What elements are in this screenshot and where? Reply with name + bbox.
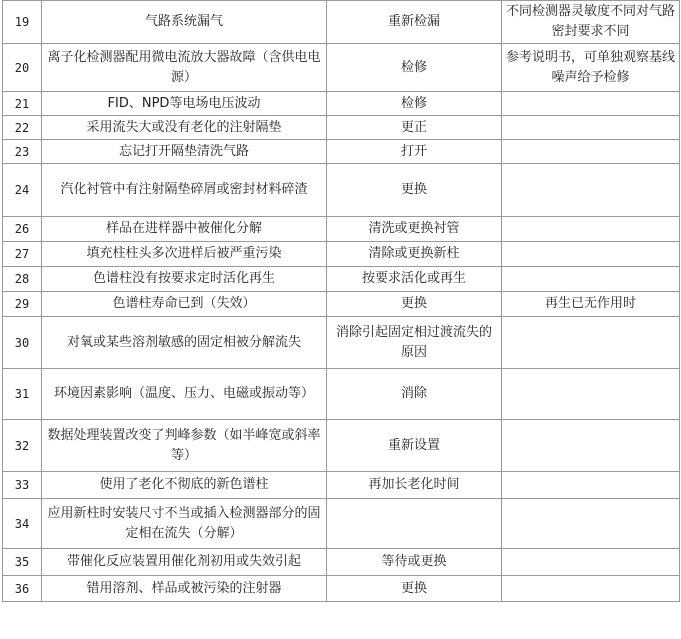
table-row <box>3 317 680 369</box>
note-cell <box>502 140 680 164</box>
fault-cell: 填充柱柱头多次进样后被严重污染 <box>42 242 327 267</box>
row-number: 32 <box>3 420 42 472</box>
action-cell: 打开 <box>327 140 502 164</box>
action-cell: 检修 <box>327 44 502 92</box>
fault-cell: 对氧或某些溶剂敏感的固定相被分解流失 <box>42 317 327 369</box>
table-row <box>3 44 680 92</box>
table-row <box>3 472 680 499</box>
action-cell: 更换 <box>327 576 502 602</box>
note-cell <box>502 217 680 242</box>
row-number: 27 <box>3 242 42 267</box>
fault-cell: 汽化衬管中有注射隔垫碎屑或密封材料碎渣 <box>42 164 327 217</box>
row-number: 34 <box>3 499 42 549</box>
table-row <box>3 116 680 140</box>
row-number: 21 <box>3 92 42 116</box>
fault-cell: 样品在进样器中被催化分解 <box>42 217 327 242</box>
note-cell <box>502 267 680 292</box>
note-cell: 参考说明书，可单独观察基线噪声给予检修 <box>502 44 680 92</box>
fault-cell: 气路系统漏气 <box>42 1 327 44</box>
row-number: 28 <box>3 267 42 292</box>
row-number: 26 <box>3 217 42 242</box>
fault-cell: 采用流失大或没有老化的注射隔垫 <box>42 116 327 140</box>
row-number: 36 <box>3 576 42 602</box>
table-row <box>3 576 680 602</box>
action-cell: 更换 <box>327 292 502 317</box>
note-cell <box>502 92 680 116</box>
troubleshooting-table <box>2 0 680 602</box>
row-number: 30 <box>3 317 42 369</box>
note-cell <box>502 549 680 576</box>
action-cell: 重新检漏 <box>327 1 502 44</box>
row-number: 23 <box>3 140 42 164</box>
action-cell: 重新设置 <box>327 420 502 472</box>
row-number: 22 <box>3 116 42 140</box>
note-cell <box>502 369 680 420</box>
action-cell: 按要求活化或再生 <box>327 267 502 292</box>
action-cell: 消除 <box>327 369 502 420</box>
table-row <box>3 140 680 164</box>
action-cell: 清除或更换新柱 <box>327 242 502 267</box>
action-cell: 更正 <box>327 116 502 140</box>
action-cell: 消除引起固定相过渡流失的原因 <box>327 317 502 369</box>
note-cell <box>502 576 680 602</box>
row-number: 31 <box>3 369 42 420</box>
table-row <box>3 1 680 44</box>
table-row <box>3 499 680 549</box>
fault-cell: 色谱柱没有按要求定时活化再生 <box>42 267 327 292</box>
fault-cell: 使用了老化不彻底的新色谱柱 <box>42 472 327 499</box>
row-number: 24 <box>3 164 42 217</box>
row-number: 19 <box>3 1 42 44</box>
note-cell <box>502 420 680 472</box>
fault-cell: 错用溶剂、样品或被污染的注射器 <box>42 576 327 602</box>
action-cell: 更换 <box>327 164 502 217</box>
note-cell <box>502 242 680 267</box>
note-cell <box>502 164 680 217</box>
action-cell: 再加长老化时间 <box>327 472 502 499</box>
note-cell: 不同检测器灵敏度不同对气路密封要求不同 <box>502 1 680 44</box>
row-number: 35 <box>3 549 42 576</box>
fault-cell: 带催化反应装置用催化剂初用或失效引起 <box>42 549 327 576</box>
note-cell <box>502 317 680 369</box>
note-cell <box>502 499 680 549</box>
table-row <box>3 420 680 472</box>
table-row <box>3 549 680 576</box>
action-cell <box>327 499 502 549</box>
fault-cell: 离子化检测器配用微电流放大器故障（含供电电源） <box>42 44 327 92</box>
table-row <box>3 92 680 116</box>
note-cell: 再生已无作用时 <box>502 292 680 317</box>
fault-cell: 色谱柱寿命已到（失效） <box>42 292 327 317</box>
table-row <box>3 217 680 242</box>
table-row <box>3 242 680 267</box>
action-cell: 检修 <box>327 92 502 116</box>
fault-cell: 数据处理装置改变了判峰参数（如半峰宽或斜率等） <box>42 420 327 472</box>
action-cell: 清洗或更换衬管 <box>327 217 502 242</box>
note-cell <box>502 116 680 140</box>
table-row <box>3 267 680 292</box>
action-cell: 等待或更换 <box>327 549 502 576</box>
table-row <box>3 164 680 217</box>
table-row <box>3 369 680 420</box>
row-number: 29 <box>3 292 42 317</box>
row-number: 33 <box>3 472 42 499</box>
fault-cell: 应用新柱时安装尺寸不当或插入检测器部分的固定相在流失（分解） <box>42 499 327 549</box>
note-cell <box>502 472 680 499</box>
table-row <box>3 292 680 317</box>
row-number: 20 <box>3 44 42 92</box>
fault-cell: FID、NPD等电场电压波动 <box>42 92 327 116</box>
fault-cell: 忘记打开隔垫清洗气路 <box>42 140 327 164</box>
fault-cell: 环境因素影响（温度、压力、电磁或振动等） <box>42 369 327 420</box>
